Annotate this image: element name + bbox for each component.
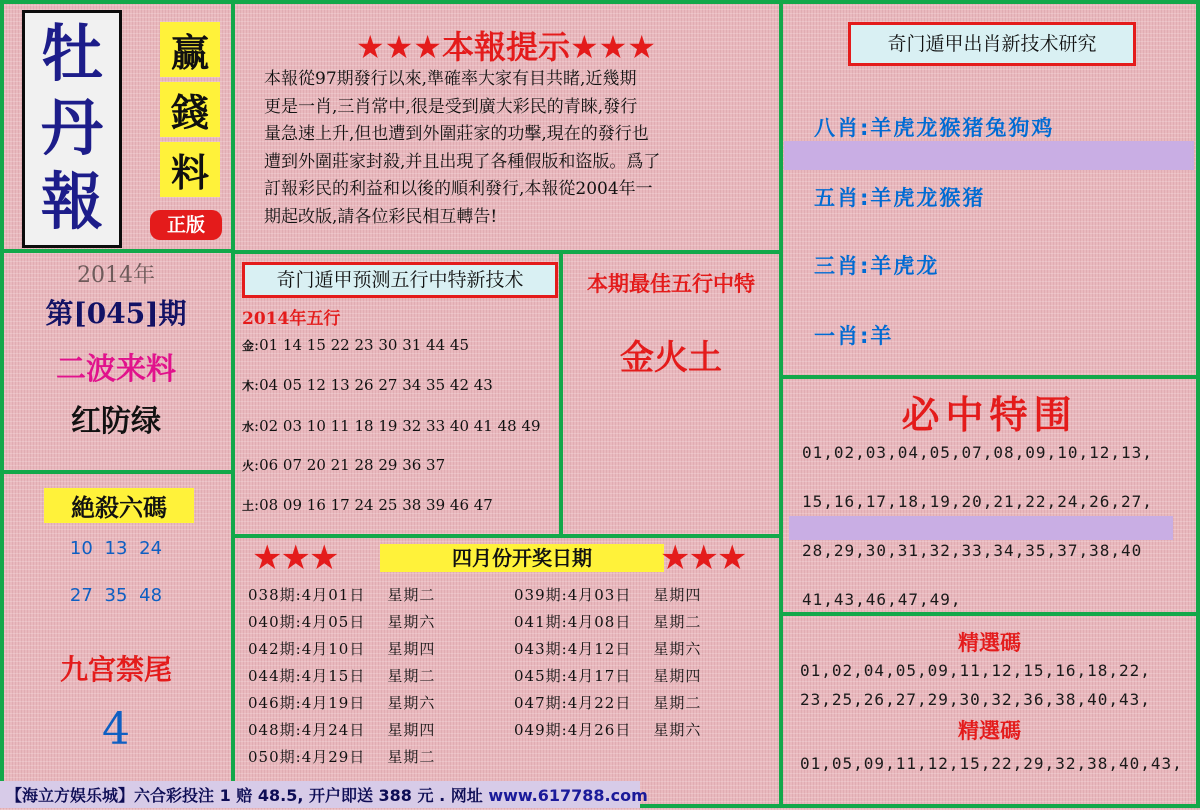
draw-date: :4月08日 bbox=[561, 613, 632, 631]
draw-date: :4月29日 bbox=[295, 748, 366, 766]
draw-weekday: 星期二 bbox=[387, 667, 436, 685]
draw-issue: 038期 bbox=[248, 586, 296, 604]
draw-date: :4月17日 bbox=[561, 667, 632, 685]
masthead-char: 牡 bbox=[40, 17, 103, 90]
draw-entry bbox=[514, 638, 701, 659]
border-top bbox=[0, 0, 1200, 4]
wuxing-nums: :06 07 20 21 28 29 36 37 bbox=[254, 456, 446, 474]
divider-h-right2 bbox=[779, 612, 1200, 616]
wuxing-header: 奇门遁甲预测五行中特新技术 bbox=[242, 262, 558, 298]
draw-entry bbox=[248, 665, 435, 686]
draw-issue: 043期 bbox=[514, 640, 562, 658]
draw-weekday: 星期四 bbox=[387, 640, 436, 658]
wuxing-nums: :04 05 12 13 26 27 34 35 42 43 bbox=[254, 376, 493, 394]
footer-url[interactable]: www.617788.com bbox=[488, 786, 648, 805]
zodiac-row: 五肖:羊虎龙猴猪 bbox=[814, 186, 986, 210]
issue-label: 第[045]期 bbox=[45, 297, 187, 330]
draw-date: :4月19日 bbox=[295, 694, 366, 712]
select-title: 精選碼 bbox=[958, 719, 1021, 743]
wuxing-row bbox=[242, 376, 493, 394]
year-label: 2014年 bbox=[77, 263, 155, 288]
draw-entry bbox=[248, 584, 435, 605]
draw-date: :4月03日 bbox=[561, 586, 632, 604]
draw-date: :4月01日 bbox=[295, 586, 366, 604]
wuxing-row bbox=[242, 456, 445, 474]
must-line: 15,16,17,18,19,20,21,22,24,26,27, bbox=[802, 492, 1153, 511]
select-line: 01,02,04,05,09,11,12,15,16,18,22, bbox=[800, 661, 1151, 680]
zodiac-row: 八肖:羊虎龙猴猪兔狗鸡 bbox=[814, 116, 1055, 140]
footer-text bbox=[6, 783, 648, 806]
wuxing-key: 金 bbox=[242, 339, 255, 353]
draw-weekday: 星期六 bbox=[387, 694, 436, 712]
draw-date: :4月05日 bbox=[295, 613, 366, 631]
must-line: 01,02,03,04,05,07,08,09,10,12,13, bbox=[802, 443, 1153, 462]
draw-issue: 042期 bbox=[248, 640, 296, 658]
draw-weekday: 星期二 bbox=[653, 613, 702, 631]
side-char: 料 bbox=[160, 142, 220, 197]
draw-issue: 050期 bbox=[248, 748, 296, 766]
draw-weekday: 星期四 bbox=[653, 586, 702, 604]
draw-title: 四月份开奖日期 bbox=[380, 544, 664, 572]
draw-weekday: 星期六 bbox=[387, 613, 436, 631]
best-title: 本期最佳五行中特 bbox=[587, 272, 755, 296]
draw-entry bbox=[248, 746, 435, 767]
draw-date: :4月10日 bbox=[295, 640, 366, 658]
wuxing-row bbox=[242, 496, 493, 514]
masthead-char: 報 bbox=[40, 165, 103, 238]
draw-date: :4月22日 bbox=[561, 694, 632, 712]
draw-entry bbox=[514, 584, 701, 605]
draw-entry bbox=[514, 692, 701, 713]
draw-issue: 048期 bbox=[248, 721, 296, 739]
select-line: 23,25,26,27,29,30,32,36,38,40,43, bbox=[800, 690, 1151, 709]
wuxing-nums: :01 14 15 22 23 30 31 44 45 bbox=[254, 336, 469, 354]
draw-entry bbox=[248, 638, 435, 659]
draw-date: :4月15日 bbox=[295, 667, 366, 685]
draw-weekday: 星期六 bbox=[653, 721, 702, 739]
wuxing-key: 木 bbox=[242, 379, 255, 393]
notice-title: ★★★本報提示★★★ bbox=[355, 28, 657, 66]
best-value: 金火土 bbox=[620, 338, 722, 378]
kill-title: 絶殺六碼 bbox=[44, 488, 194, 523]
wave-value: 红防绿 bbox=[71, 404, 161, 439]
side-char: 赢 bbox=[160, 22, 220, 77]
highlight-band bbox=[789, 516, 1173, 540]
wuxing-nums: :08 09 16 17 24 25 38 39 46 47 bbox=[254, 496, 493, 514]
draw-issue: 041期 bbox=[514, 613, 562, 631]
masthead bbox=[22, 10, 122, 248]
draw-issue: 049期 bbox=[514, 721, 562, 739]
must-title: 必中特围 bbox=[901, 393, 1078, 437]
zodiac-header: 奇门遁甲出肖新技术研究 bbox=[848, 22, 1136, 66]
select-line: 01,05,09,11,12,15,22,29,32,38,40,43, bbox=[800, 754, 1183, 773]
draw-weekday: 星期二 bbox=[387, 748, 436, 766]
notice-line: 遭到外圍莊家封殺,并且出現了各種假版和盜版。爲了 bbox=[264, 151, 661, 172]
side-char: 錢 bbox=[160, 82, 220, 137]
draw-entry bbox=[514, 665, 701, 686]
divider-h-left2 bbox=[0, 470, 235, 474]
draw-date: :4月12日 bbox=[561, 640, 632, 658]
must-line: 28,29,30,31,32,33,34,35,37,38,40 bbox=[802, 541, 1143, 560]
footer-label: 【海立方娱乐城】六合彩投注 1 赔 48.5, 开户即送 388 元 . 网址 bbox=[6, 786, 489, 805]
notice-line: 訂報彩民的利益和以後的順利發行,本報從2004年一 bbox=[264, 179, 653, 199]
draw-issue: 047期 bbox=[514, 694, 562, 712]
masthead-char: 丹 bbox=[40, 91, 103, 164]
draw-date: :4月26日 bbox=[561, 721, 632, 739]
zodiac-row: 三肖:羊虎龙 bbox=[814, 254, 940, 278]
border-right bbox=[1196, 0, 1200, 808]
divider-h-left1 bbox=[0, 249, 235, 253]
draw-stars-right: ★★★ bbox=[660, 538, 746, 578]
notice-line: 量急速上升,但也遭到外圍莊家的功擊,現在的發行也 bbox=[264, 124, 649, 144]
wuxing-key: 土 bbox=[242, 499, 255, 513]
wuxing-key: 水 bbox=[242, 420, 255, 434]
draw-entry bbox=[248, 611, 435, 632]
draw-weekday: 星期二 bbox=[653, 694, 702, 712]
draw-weekday: 星期二 bbox=[387, 586, 436, 604]
nine-palace-value: 4 bbox=[102, 704, 130, 755]
draw-date: :4月24日 bbox=[295, 721, 366, 739]
draw-entry bbox=[248, 692, 435, 713]
draw-entry bbox=[514, 611, 701, 632]
must-line: 41,43,46,47,49, bbox=[802, 590, 962, 609]
wuxing-nums: :02 03 10 11 18 19 32 33 40 41 48 49 bbox=[254, 417, 541, 435]
draw-weekday: 星期六 bbox=[653, 640, 702, 658]
nine-palace-title: 九宫禁尾 bbox=[59, 653, 172, 686]
highlight-band bbox=[784, 141, 1194, 170]
draw-entry bbox=[248, 719, 435, 740]
notice-line: 本報從97期發行以來,準確率大家有目共睹,近幾期 bbox=[264, 69, 637, 89]
divider-h-right1 bbox=[779, 375, 1200, 379]
wuxing-year: 2014年五行 bbox=[242, 309, 341, 329]
draw-issue: 046期 bbox=[248, 694, 296, 712]
draw-weekday: 星期四 bbox=[653, 667, 702, 685]
edition-badge: 正版 bbox=[150, 210, 222, 240]
zodiac-row: 一肖:羊 bbox=[814, 324, 894, 348]
draw-issue: 045期 bbox=[514, 667, 562, 685]
wave-title: 二波来料 bbox=[56, 352, 176, 387]
wuxing-row bbox=[242, 336, 469, 354]
draw-issue: 044期 bbox=[248, 667, 296, 685]
draw-stars-left: ★★★ bbox=[252, 538, 338, 578]
notice-line: 期起改版,請各位彩民相互轉告! bbox=[264, 206, 498, 227]
kill-numbers: 27 35 48 bbox=[69, 585, 163, 606]
notice-body bbox=[264, 66, 772, 231]
draw-entry bbox=[514, 719, 701, 740]
notice-line: 更是一肖,三肖常中,很是受到廣大彩民的青睞,發行 bbox=[264, 96, 638, 117]
draw-issue: 039期 bbox=[514, 586, 562, 604]
wuxing-row bbox=[242, 417, 541, 435]
select-title: 精選碼 bbox=[958, 631, 1021, 655]
wuxing-key: 火 bbox=[242, 459, 255, 473]
kill-numbers: 10 13 24 bbox=[69, 538, 163, 559]
divider-h-mid1 bbox=[231, 250, 783, 254]
draw-issue: 040期 bbox=[248, 613, 296, 631]
draw-weekday: 星期四 bbox=[387, 721, 436, 739]
